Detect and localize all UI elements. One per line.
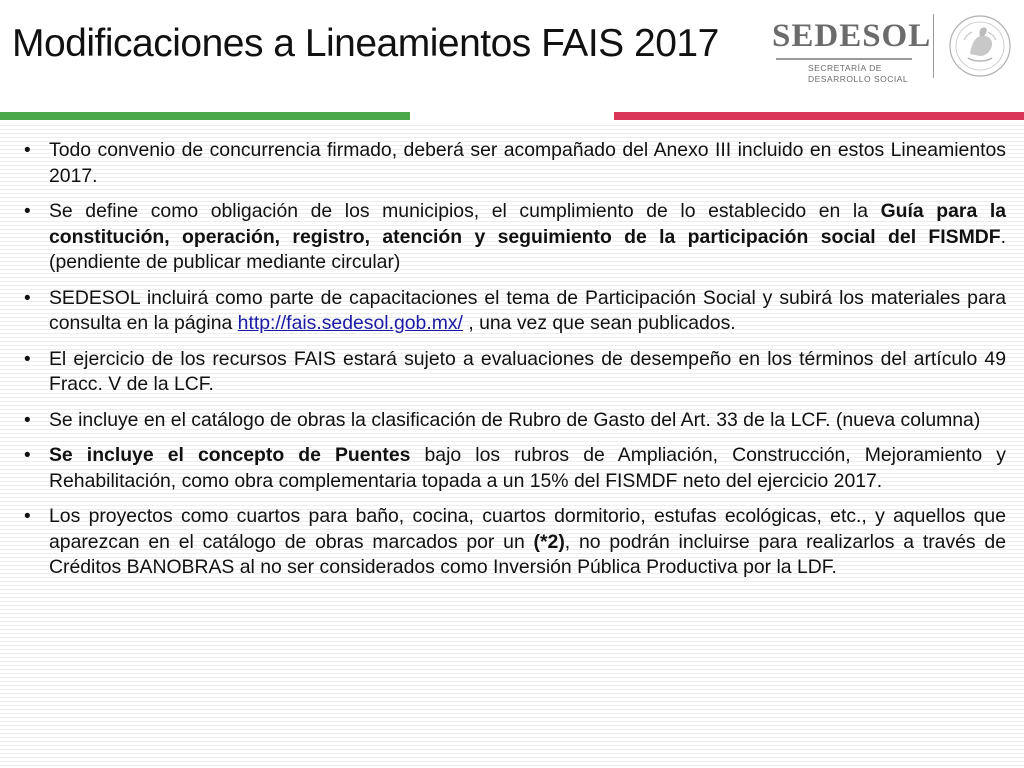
bullet-item: [22, 199, 1006, 276]
page-title: Modificaciones a Lineamientos FAIS 2017: [12, 22, 719, 65]
bullet-dot-icon: •: [24, 409, 31, 431]
bullet-dot-icon: •: [24, 140, 31, 161]
bullet-text: Se define como obligación de los municipios, el cumplimiento de lo establecido en la: [49, 200, 881, 222]
bullet-text: , no podrán incluirse para realizarlos a través de Créditos BANOBRAS al no ser considerados como Inversión Pública Productiva por la LDF.: [49, 530, 1006, 578]
fais-website-link[interactable]: http://fais.sedesol.gob.mx/: [237, 312, 463, 334]
bullet-item: [22, 138, 1006, 189]
logo-subtitle-line1: SECRETARÍA DE: [808, 63, 882, 73]
bullet-text: El ejercicio de los recursos FAIS estará sujeto a evaluaciones de desempeño en los términos del artículo 49 Fracc. V de la LCF.: [49, 347, 1006, 395]
bullet-text: bajo los rubros de Ampliación, Construcción, Mejoramiento y Rehabilitación, como obra complementaria topada a un 15% del FISMDF neto del ejercicio 2017.: [49, 444, 1006, 492]
bullet-text: Se incluye en el catálogo de obras la clasificación de Rubro de Gasto del Art. 33 de la LCF. (nueva columna): [49, 408, 981, 431]
logo-subtitle: [808, 63, 908, 85]
bullet-item: [22, 286, 1006, 337]
coat-of-arms-icon: [942, 10, 1018, 82]
bullet-bold-text: Se incluye el concepto de Puentes: [49, 444, 411, 466]
bullet-dot-icon: •: [24, 287, 31, 309]
bullet-item: [22, 408, 1006, 434]
logo-divider: [933, 14, 934, 78]
logo-name: SEDESOL: [772, 18, 932, 54]
bullet-dot-icon: •: [24, 348, 31, 370]
bullet-item: [22, 443, 1006, 494]
bullet-text: . (pendiente de publicar mediante circular): [49, 225, 1006, 273]
bullet-dot-icon: •: [24, 506, 31, 527]
bullet-text: Todo convenio de concurrencia firmado, deberá ser acompañado del Anexo III incluido en estos Lineamientos 2017.: [49, 139, 1006, 187]
red-accent-bar: [614, 112, 1024, 120]
logo-rule: [776, 58, 912, 60]
sedesol-logo: [772, 18, 932, 88]
bullet-bold-text: Guía para la constitución, operación, registro, atención y seguimiento de la participación social del FISMDF: [49, 200, 1006, 248]
bullet-item: [22, 504, 1006, 581]
bullet-list: [22, 138, 1006, 591]
bullet-item: [22, 347, 1006, 398]
bullet-dot-icon: •: [24, 445, 31, 466]
green-accent-bar: [0, 112, 410, 120]
bullet-text: SEDESOL incluirá como parte de capacitaciones el tema de Participación Social y subirá los materiales para consulta en la página: [49, 286, 1006, 334]
bullet-text: Los proyectos como cuartos para baño, cocina, cuartos dormitorio, estufas ecológicas, etc., y aquellos que aparezcan en el catálogo de obras marcados por un: [49, 505, 1006, 553]
bullet-text: , una vez que sean publicados.: [462, 312, 736, 334]
bullet-bold-text: (*2): [533, 530, 565, 553]
logo-subtitle-line2: DESARROLLO SOCIAL: [808, 74, 909, 84]
bullet-dot-icon: •: [24, 201, 31, 222]
